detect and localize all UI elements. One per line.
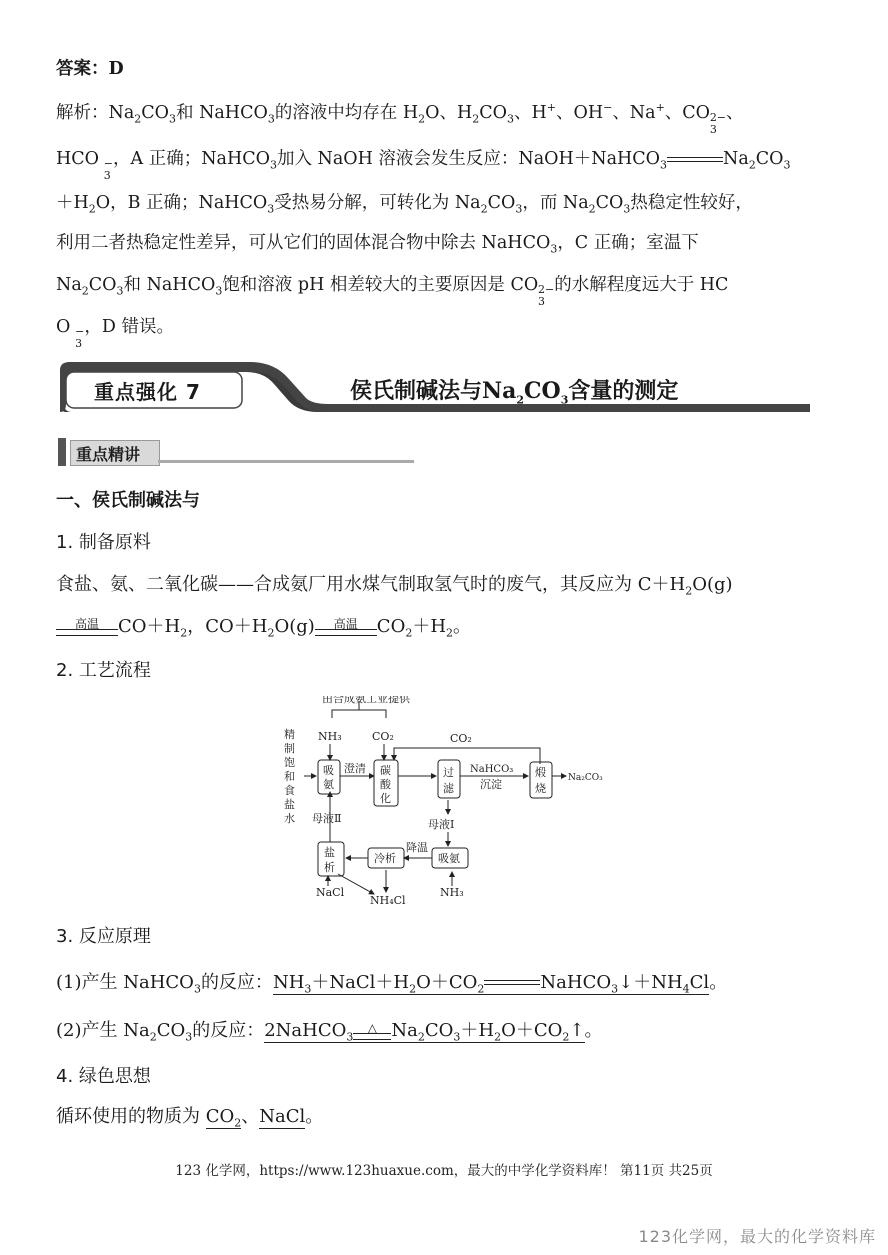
condition-heat: △: [353, 1019, 391, 1043]
page-footer: 123 化学网，https://www.123huaxue.com，最大的中学化学资料库！ 第11页 共25页: [175, 1163, 713, 1179]
flow-mother1: 母液Ⅰ: [428, 818, 455, 831]
analysis-label: 解析：: [56, 103, 109, 123]
flow-nacl: NaCl: [316, 886, 345, 899]
flow-na2co3: Na₂CO₃: [568, 773, 603, 783]
flow-calc-b: 烧: [535, 782, 546, 795]
reaction-2: (2)产生 $Na_2CO_3$的反应：2NaHCO$_3$ △ $Na_2CO_3+H_2O+CO_2↑$。: [56, 1020, 603, 1044]
analysis-line-5: $Na_2CO_3$和 NaHCO$_3$饱和溶液 pH 相差较大的主要原因是 CO 2− 3 的水解程度远大于 HC: [56, 275, 729, 308]
flow-cool: 冷析: [374, 852, 396, 865]
flow-svg: [282, 696, 622, 908]
flow-co2-b: CO₂: [450, 732, 472, 745]
flow-carb-a: 碳: [380, 764, 391, 777]
flow-left-3: 饱: [284, 756, 295, 769]
flow-left-2: 制: [284, 742, 295, 755]
flow-nahco3-b: 沉淀: [480, 778, 502, 791]
flow-left-1: 精: [284, 728, 295, 741]
section-banner: [60, 362, 810, 414]
flow-left-7: 水: [284, 812, 295, 825]
item-2-title: 2. 工艺流程: [56, 660, 151, 681]
flow-nh3: NH₃: [318, 730, 342, 743]
flow-left-4: 和: [284, 770, 295, 783]
flow-absorb2: 吸氨: [438, 852, 460, 865]
banner-tag: 重点强化 7: [94, 380, 201, 404]
section-1-title: 一、侯氏制碱法与: [56, 490, 200, 511]
item-4-title: 4. 绿色思想: [56, 1066, 151, 1087]
item-1-line-2: 高温 $CO+H_2$，$CO+H_2O(g)$ 高温 $CO_2+H_2$。: [56, 614, 471, 640]
flow-left-5: 食: [284, 784, 295, 797]
analysis-line-3: $+H_2O$，B 正确；NaHCO$_3$受热易分解，可转化为 $Na_2CO_3$，而 $Na_2CO_3$热稳定性较好，: [56, 193, 753, 216]
flow-down: 降温: [406, 841, 428, 854]
reaction-1: (1)产生 NaHCO$_3$的反应：$NH_3+NaCl+H_2O+CO_2$ $NaHCO_3↓+NH_4Cl$。: [56, 972, 728, 996]
flow-carb-c: 化: [380, 792, 391, 805]
item-3-title: 3. 反应原理: [56, 926, 151, 947]
answer-label: 答案：: [56, 59, 109, 79]
flow-absorb1-b: 氨: [323, 778, 334, 791]
item-4-text: 循环使用的物质为 $CO_2$、NaCl。: [56, 1106, 324, 1130]
flow-salt-b: 析: [324, 861, 335, 874]
flow-filter-a: 过: [443, 766, 454, 779]
flow-left-6: 盐: [284, 798, 295, 811]
flow-nahco3-a: NaHCO₃: [470, 764, 514, 775]
condition-high-temp-2: 高温: [315, 615, 377, 639]
flow-nh3-b: NH₃: [440, 886, 464, 899]
flow-co2-a: CO₂: [372, 730, 394, 743]
answer-value: D: [108, 59, 124, 79]
flow-filter-b: 滤: [443, 782, 454, 795]
flow-absorb1-a: 吸: [323, 764, 334, 777]
analysis-line-2: HCO − 3 ，A 正确；NaHCO$_3$加入 NaOH 溶液会发生反应：NaOH＋NaHCO$_3$ $Na_2CO_3$: [56, 149, 791, 182]
item-1-line-1: 食盐、氨、二氧化碳——合成氨厂用水煤气制取氢气时的废气，其反应为 $C+H_2O(g)$: [56, 574, 733, 598]
equals-sign: [667, 153, 723, 167]
subheading-bar: [58, 438, 66, 466]
answer-line: [56, 56, 124, 82]
flow-nh4cl: NH₄Cl: [370, 894, 406, 907]
condition-high-temp-1: 高温: [56, 615, 118, 639]
analysis-line-1: 解析：$Na_2CO_3$和 NaHCO$_3$的溶液中均存在 $H_2O$、$H_2CO_3$、H+、OH−、Na+、CO 2− 3 、: [56, 101, 744, 136]
flow-clear: 澄清: [344, 762, 366, 775]
process-flow-diagram: [282, 696, 622, 912]
flow-top-label: 由合成氨工业提供: [322, 696, 410, 705]
watermark: 123化学网，最大的化学资料库: [638, 1227, 876, 1246]
analysis-line-4: 利用二者热稳定性差异，可从它们的固体混合物中除去 NaHCO$_3$，C 正确；室温下: [56, 233, 699, 256]
banner-title: 侯氏制碱法与$Na_2CO_3$含量的测定: [350, 378, 679, 407]
subheading-underline: [158, 460, 414, 463]
flow-mother2: 母液Ⅱ: [312, 812, 342, 825]
subheading-text: 重点精讲: [76, 445, 141, 464]
analysis-line-6: O − 3 ，D 错误。: [56, 317, 174, 350]
flow-salt-a: 盐: [324, 846, 335, 859]
flow-carb-b: 酸: [380, 778, 391, 791]
subheading-box: [58, 438, 414, 468]
flow-calc-a: 煅: [535, 766, 546, 779]
item-1-title: 1. 制备原料: [56, 532, 151, 553]
